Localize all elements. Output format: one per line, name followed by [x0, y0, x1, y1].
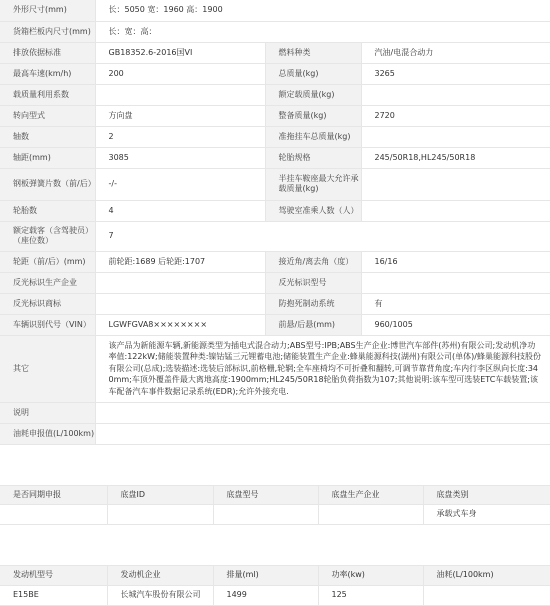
note-value	[95, 402, 550, 423]
box-dims-value: 长：宽：高：	[95, 21, 550, 42]
approach-angle-value: 16/16	[361, 251, 550, 272]
steering-value: 方向盘	[95, 105, 265, 126]
leaf-spring-value: -/-	[95, 168, 265, 200]
other-label: 其它	[0, 335, 95, 402]
other-notes-value: 该产品为新能源车辆,新能源类型为插电式混合动力;ABS型号:IPB;ABS生产企业:博世汽车部件(苏州)有限公司;发动机净功率值:122kW;储能装置种类:镍钴锰三元锂蓄电池;储能装置生产企业:蜂巢能源科技(湖州)有限公司(单体)/蜂巢能源科技股份有限公司(总成);选装描述:选装后部标识,前格栅,轮辋;全车座椅均不可折叠和翻转,可调节靠背角度;车内行李区纵向长度:340mm;车顶外覆盖件最大离地高度:1900mm;HL245/50R18轮胎负荷指数为107;其他说明:该车型可选装ETC车载装置;该车配备汽车事件数据记录系统(EDR);允许外接充电.	[95, 335, 550, 402]
chassis-cell-maker	[318, 505, 423, 525]
chassis-header-id: 底盘ID	[107, 485, 213, 505]
axles-label: 轴数	[0, 126, 95, 147]
tire-spec-value: 245/50R18,HL245/50R18	[361, 147, 550, 168]
track-label: 轮距（前/后）(mm)	[0, 251, 95, 272]
fuel-consumption-value	[95, 423, 550, 444]
cab-seats-value	[361, 200, 550, 221]
tire-count-label: 轮胎数	[0, 200, 95, 221]
engine-header-model: 发动机型号	[0, 565, 107, 585]
fuel-type-label: 燃料种类	[265, 42, 361, 63]
note-label: 说明	[0, 402, 95, 423]
vin-value: LGWFGVA8××××××××	[95, 314, 265, 335]
rated-load-value	[361, 84, 550, 105]
max-speed-value: 200	[95, 63, 265, 84]
section-gap	[0, 445, 550, 485]
engine-cell-power: 125	[318, 585, 423, 605]
wheelbase-value: 3085	[95, 147, 265, 168]
rated-seats-value: 7	[95, 221, 550, 251]
chassis-header-maker: 底盘生产企业	[318, 485, 423, 505]
track-value: 前轮距:1689 后轮距:1707	[95, 251, 265, 272]
chassis-header-model: 底盘型号	[213, 485, 318, 505]
engine-header-maker: 发动机企业	[107, 565, 213, 585]
section-gap	[0, 525, 550, 565]
saddle-load-label: 半挂车鞍座最大允许承载质量(kg)	[265, 168, 361, 200]
load-factor-label: 载质量利用系数	[0, 84, 95, 105]
axles-value: 2	[95, 126, 265, 147]
leaf-spring-label: 钢板弹簧片数（前/后）	[0, 168, 95, 200]
wheelbase-label: 轴距(mm)	[0, 147, 95, 168]
fuel-type-value: 汽油/电混合动力	[361, 42, 550, 63]
abs-value: 有	[361, 293, 550, 314]
cab-seats-label: 驾驶室准乘人数（人）	[265, 200, 361, 221]
engine-cell-displacement: 1499	[213, 585, 318, 605]
steering-label: 转向型式	[0, 105, 95, 126]
reflector-model-label: 反光标识型号	[265, 272, 361, 293]
engine-cell-maker: 长城汽车股份有限公司	[107, 585, 213, 605]
max-speed-label: 最高车速(km/h)	[0, 63, 95, 84]
rated-load-label: 额定载质量(kg)	[265, 84, 361, 105]
reflector-maker-value	[95, 272, 265, 293]
emission-standard-value: GB18352.6-2016国VI	[95, 42, 265, 63]
reflector-brand-label: 反光标识商标	[0, 293, 95, 314]
emission-standard-label: 排放依据标准	[0, 42, 95, 63]
reflector-maker-label: 反光标识生产企业	[0, 272, 95, 293]
chassis-header-type: 底盘类别	[423, 485, 550, 505]
tow-mass-value	[361, 126, 550, 147]
reflector-model-value	[361, 272, 550, 293]
approach-angle-label: 接近角/离去角（度）	[265, 251, 361, 272]
chassis-cell-id	[107, 505, 213, 525]
fuel-consumption-label: 油耗申报值(L/100km)	[0, 423, 95, 444]
chassis-header-sync: 是否同期申报	[0, 485, 107, 505]
engine-header-displacement: 排量(ml)	[213, 565, 318, 585]
dims-label: 外形尺寸(mm)	[0, 0, 95, 21]
gross-mass-label: 总质量(kg)	[265, 63, 361, 84]
overhang-label: 前悬/后悬(mm)	[265, 314, 361, 335]
abs-label: 防抱死制动系统	[265, 293, 361, 314]
chassis-cell-model	[213, 505, 318, 525]
chassis-cell-type: 承载式车身	[423, 505, 550, 525]
chassis-table	[0, 485, 550, 525]
engine-cell-model: E15BE	[0, 585, 107, 605]
gross-mass-value: 3265	[361, 63, 550, 84]
reflector-brand-value	[95, 293, 265, 314]
saddle-load-value	[361, 168, 550, 200]
tow-mass-label: 准拖挂车总质量(kg)	[265, 126, 361, 147]
tire-spec-label: 轮胎规格	[265, 147, 361, 168]
overhang-value: 960/1005	[361, 314, 550, 335]
curb-mass-label: 整备质量(kg)	[265, 105, 361, 126]
chassis-cell-sync	[0, 505, 107, 525]
rated-seats-label: 额定载客（含驾驶员）（座位数）	[0, 221, 95, 251]
engine-header-power: 功率(kw)	[318, 565, 423, 585]
curb-mass-value: 2720	[361, 105, 550, 126]
engine-header-consumption: 油耗(L/100km)	[423, 565, 550, 585]
dims-value: 长：5050 宽：1960 高：1900	[95, 0, 550, 21]
vin-label: 车辆识别代号（VIN）	[0, 314, 95, 335]
tire-count-value: 4	[95, 200, 265, 221]
engine-table	[0, 565, 550, 606]
load-factor-value	[95, 84, 265, 105]
box-dims-label: 货箱栏板内尺寸(mm)	[0, 21, 95, 42]
engine-cell-consumption	[423, 585, 550, 605]
